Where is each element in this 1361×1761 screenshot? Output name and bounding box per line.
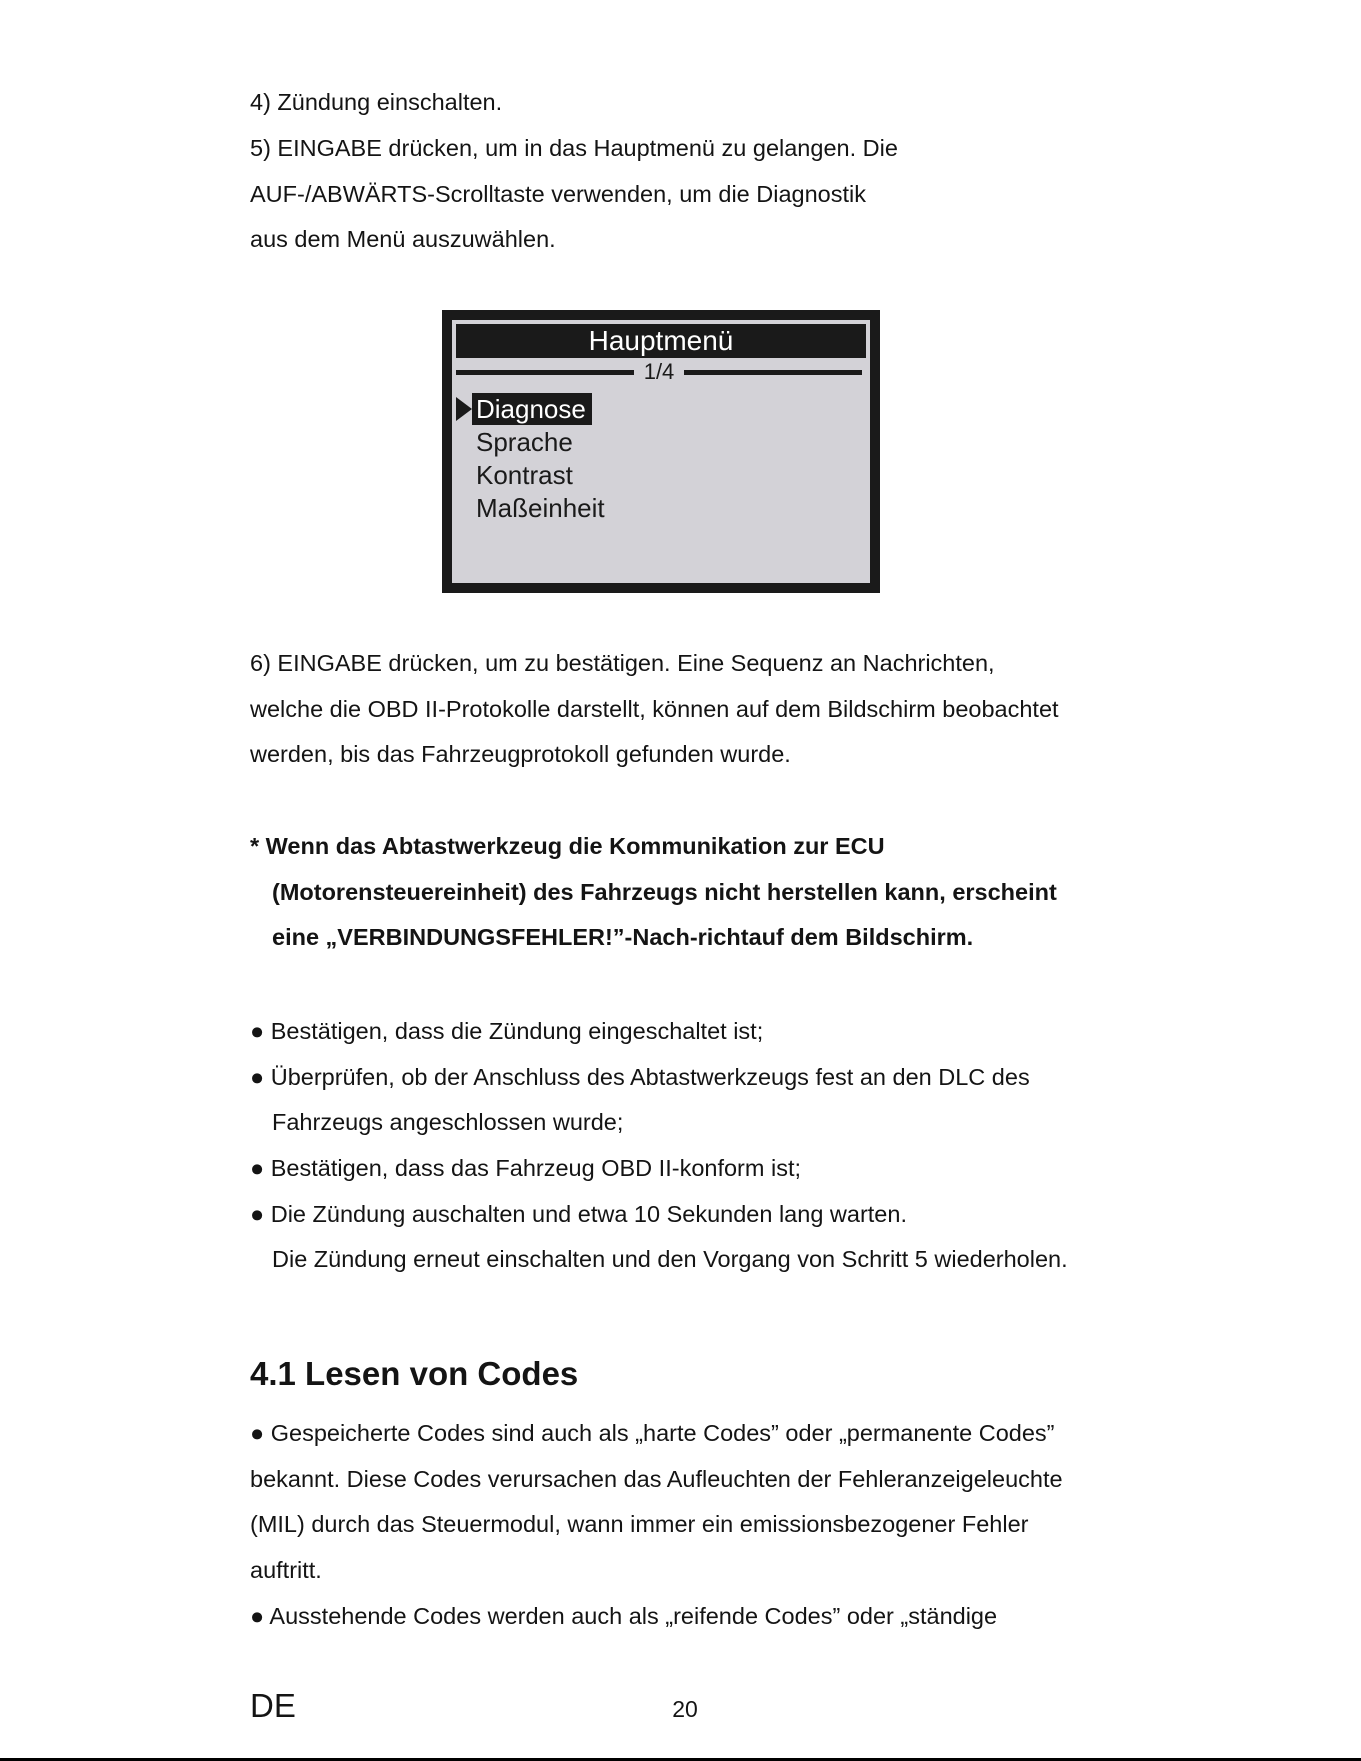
section-heading: 4.1 Lesen von Codes xyxy=(250,1355,579,1392)
check-item: ● Bestätigen, dass das Fahrzeug OBD II-konform ist; xyxy=(250,1155,802,1181)
section-line: ● Gespeicherte Codes sind auch als „harte Codes” oder „permanente Codes” xyxy=(250,1420,1055,1446)
intro-line: 4) Zündung einschalten. xyxy=(250,89,503,115)
selection-arrow-icon xyxy=(456,397,472,421)
check-item-continued: Die Zündung erneut einschalten und den Vorgang von Schritt 5 wiederholen. xyxy=(272,1246,1068,1272)
step6-line: werden, bis das Fahrzeugprotokoll gefunden wurde. xyxy=(250,741,791,767)
menu-item-sprache: Sprache xyxy=(476,427,573,457)
check-item: ● Überprüfen, ob der Anschluss des Abtastwerkzeugs fest an den DLC des xyxy=(250,1064,1030,1090)
section-line: ● Ausstehende Codes werden auch als „reifende Codes” oder „ständige xyxy=(250,1603,998,1629)
page-number: 20 xyxy=(672,1696,698,1722)
section-line: auftritt. xyxy=(250,1557,322,1583)
page-indicator: 1/4 xyxy=(643,359,675,384)
language-code: DE xyxy=(250,1687,296,1724)
intro-line: 5) EINGABE drücken, um in das Hauptmenü zu gelangen. Die xyxy=(250,135,898,161)
intro-line: AUF-/ABWÄRTS-Scrolltaste verwenden, um die Diagnostik xyxy=(250,181,867,207)
screen-title: Hauptmenü xyxy=(456,324,866,358)
screen-divider xyxy=(684,370,862,375)
intro-line: aus dem Menü auszuwählen. xyxy=(250,226,556,252)
screen-divider xyxy=(456,370,634,375)
check-item: ● Die Zündung auschalten und etwa 10 Sekunden lang warten. xyxy=(250,1201,907,1227)
note-line: eine „VERBINDUNGSFEHLER!”-Nach-richtauf dem Bildschirm. xyxy=(272,924,974,950)
note-line: * Wenn das Abtastwerkzeug die Kommunikation zur ECU xyxy=(250,833,885,859)
check-item: ● Bestätigen, dass die Zündung eingeschaltet ist; xyxy=(250,1018,764,1044)
note-line: (Motorensteuereinheit) des Fahrzeugs nicht herstellen kann, erscheint xyxy=(272,879,1057,905)
step6-line: welche die OBD II-Protokolle darstellt, können auf dem Bildschirm beobachtet xyxy=(250,696,1059,722)
device-screen xyxy=(442,310,880,593)
section-line: (MIL) durch das Steuermodul, wann immer ein emissionsbezogener Fehler xyxy=(250,1511,1029,1537)
check-item-continued: Fahrzeugs angeschlossen wurde; xyxy=(272,1109,624,1135)
section-line: bekannt. Diese Codes verursachen das Aufleuchten der Fehleranzeigeleuchte xyxy=(250,1466,1063,1492)
step6-line: 6) EINGABE drücken, um zu bestätigen. Eine Sequenz an Nachrichten, xyxy=(250,650,995,676)
menu-item-diagnose: Diagnose xyxy=(472,393,592,425)
screen-display xyxy=(452,320,870,583)
menu-item-kontrast: Kontrast xyxy=(476,460,573,490)
menu-item-masseinheit: Maßeinheit xyxy=(476,493,605,523)
